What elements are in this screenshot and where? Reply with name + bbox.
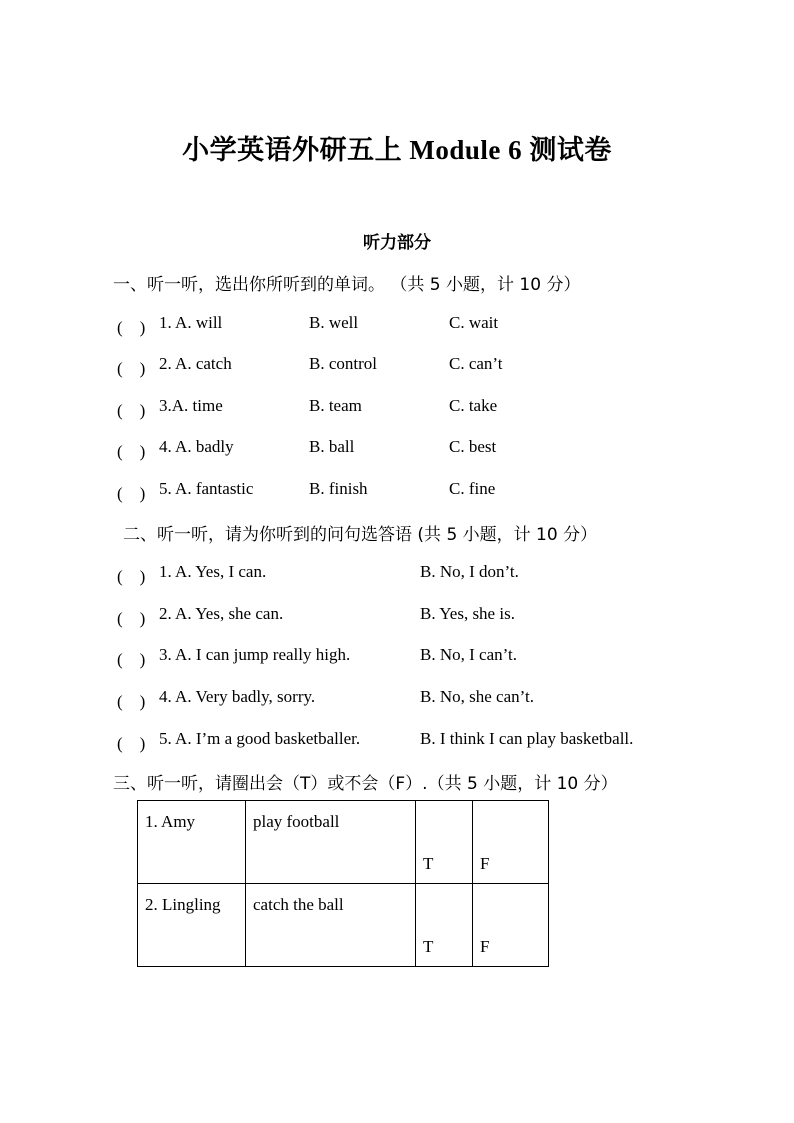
table-row — [138, 884, 549, 967]
activity-cell — [246, 884, 416, 967]
answer-blank[interactable]: ( ) — [117, 567, 146, 586]
answer-blank[interactable]: ( ) — [117, 318, 146, 337]
answer-blank[interactable]: ( ) — [117, 734, 146, 753]
t-cell[interactable] — [416, 884, 473, 967]
f-cell[interactable] — [473, 884, 549, 967]
answer-blank[interactable]: ( ) — [117, 442, 146, 461]
option-a: 3. A. I can jump really high. — [159, 645, 351, 664]
option-b: B. team — [309, 396, 362, 415]
answer-blank[interactable]: ( ) — [117, 692, 146, 711]
option-c: C. best — [449, 437, 497, 456]
option-b: B. well — [309, 313, 359, 332]
option-b: B. Yes, she is. — [420, 604, 515, 623]
option-b: B. ball — [309, 437, 355, 456]
false-option[interactable]: F — [480, 937, 490, 956]
answer-blank[interactable]: ( ) — [117, 650, 146, 669]
option-a: 2. A. Yes, she can. — [159, 604, 284, 623]
option-a: 5. A. fantastic — [159, 479, 254, 498]
table-row — [138, 801, 549, 884]
student-name: 2. Lingling — [145, 895, 221, 914]
section-subtitle: 听力部分 — [363, 233, 431, 253]
true-option[interactable]: T — [423, 937, 434, 956]
option-c: C. wait — [449, 313, 499, 332]
name-cell — [138, 801, 246, 884]
f-cell[interactable] — [473, 801, 549, 884]
option-a: 1. A. Yes, I can. — [159, 562, 267, 581]
option-a: 2. A. catch — [159, 354, 232, 373]
option-b: B. I think I can play basketball. — [420, 729, 634, 748]
option-a: 1. A. will — [159, 313, 223, 332]
option-c: C. fine — [449, 479, 496, 498]
false-option[interactable]: F — [480, 854, 490, 873]
page-title: 小学英语外研五上 Module 6 测试卷 — [182, 135, 612, 165]
answer-blank[interactable]: ( ) — [117, 484, 146, 503]
section3-heading: 三、听一听，请圈出会（T）或不会（F）.（共 5 小题，计 10 分） — [113, 774, 618, 794]
option-b: B. No, she can’t. — [420, 687, 534, 706]
option-a: 4. A. Very badly, sorry. — [159, 687, 316, 706]
answer-blank[interactable]: ( ) — [117, 359, 146, 378]
option-b: B. control — [309, 354, 377, 373]
true-option[interactable]: T — [423, 854, 434, 873]
section1-heading: 一、听一听，选出你所听到的单词。 （共 5 小题，计 10 分） — [113, 275, 581, 295]
option-b: B. No, I can’t. — [420, 645, 517, 664]
answer-table — [137, 800, 549, 967]
answer-blank[interactable]: ( ) — [117, 401, 146, 420]
activity-cell — [246, 801, 416, 884]
activity-text: catch the ball — [253, 895, 344, 914]
section2-heading: 二、听一听，请为你听到的问句选答语 (共 5 小题，计 10 分） — [123, 525, 598, 545]
t-cell[interactable] — [416, 801, 473, 884]
option-b: B. finish — [309, 479, 368, 498]
option-b: B. No, I don’t. — [420, 562, 519, 581]
answer-blank[interactable]: ( ) — [117, 609, 146, 628]
option-a: 3.A. time — [159, 396, 223, 415]
option-a: 5. A. I’m a good basketballer. — [159, 729, 361, 748]
option-a: 4. A. badly — [159, 437, 234, 456]
student-name: 1. Amy — [145, 812, 196, 831]
name-cell — [138, 884, 246, 967]
activity-text: play football — [253, 812, 340, 831]
option-c: C. take — [449, 396, 498, 415]
option-c: C. can’t — [449, 354, 503, 373]
